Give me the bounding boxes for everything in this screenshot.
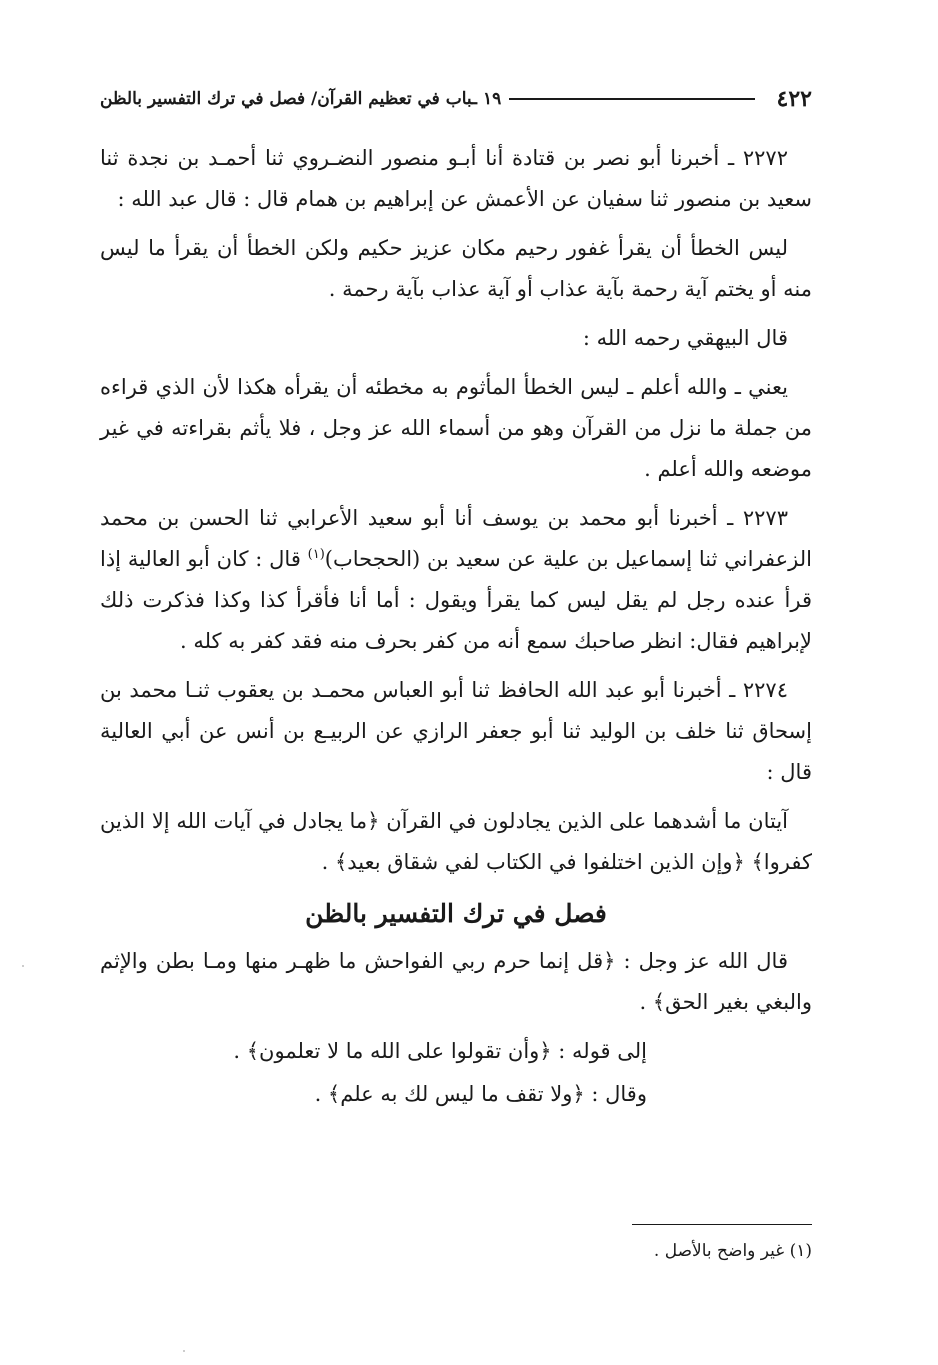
running-title: ١٩ ـباب في تعظيم القرآن/ فصل في ترك التفسير بالظن <box>100 89 502 109</box>
footnote-separator <box>632 1224 812 1225</box>
running-header <box>100 82 812 116</box>
header-rule <box>509 98 754 100</box>
section-title: فصل في ترك التفسير بالظن <box>305 899 607 928</box>
quran-quote-2: إلى قوله : ﴿وأن تقولوا على الله ما لا تعلمون﴾ . <box>233 1039 647 1063</box>
hadith-2273-part2: قال : كان أبو العالية إذا قرأ عنده رجل لم يقل ليس كما يقرأ ويقول : أما أنا فأقرأ كذا وكذا فذكرت ذلك لإبراهيم فقال: انظر صاحبك سمع أنه من كفر بحرف منه فقد كفر به كله . <box>100 547 812 653</box>
hadith-2274: ٢٢٧٤ ـ أخبرنا أبو عبد الله الحافظ ثنا أبو العباس محمـد بن يعقوب ثنـا محمد بن إسحاق ثنا خلف بن الوليد ثنا أبو جعفر الرازي عن الربيـع بن أنس عن أبي العالية قال : <box>100 678 812 784</box>
quran-quote-3: وقال : ﴿ولا تقف ما ليس لك به علم﴾ . <box>314 1082 647 1106</box>
footnote: (١) غير واضح بالأصل . <box>653 1241 812 1261</box>
hadith-2274-text: آيتان ما أشدهما على الذين يجادلون في القرآن ﴿ما يجادل في آيات الله إلا الذين كفروا﴾ ﴿وإن الذين اختلفوا في الكتاب لفي شقاق بعيد﴾ . <box>100 809 812 874</box>
hadith-2273 <box>100 498 812 662</box>
scan-speck <box>22 965 24 967</box>
footnote-ref: (١) <box>307 547 325 562</box>
hadith-2272: ٢٢٧٢ ـ أخبرنا أبو نصر بن قتادة أنا أبـو منصور النضـروي ثنا أحمـد بن نجدة ثنا سعيد بن منصور ثنا سفيان عن الأعمش عن إبراهيم بن همام قال : قال عبد الله : <box>100 146 812 211</box>
page-body <box>100 138 812 1117</box>
quran-quote-1: قال الله عز وجل : ﴿قل إنما حرم ربي الفواحش ما ظهـر منها ومـا بطن والإثم والبغي بغير الحق﴾ . <box>100 949 812 1014</box>
page-number: ٤٢٢ <box>776 86 812 112</box>
bayhaqi-commentary: يعني ـ والله أعلم ـ ليس الخطأ المأثوم به مخطئه أن يقرأه هكذا لأن الذي قراءه من جملة ما نزل من القرآن وهو من أسماء الله عز وجل ، فلا يأثم بقراءته في غير موضعه والله أعلم . <box>100 375 812 481</box>
bayhaqi-intro: قال البيهقي رحمه الله : <box>582 326 788 350</box>
hadith-2272-text: ليس الخطأ أن يقرأ غفور رحيم مكان عزيز حكيم ولكن الخطأ أن يقرأ ما ليس منه أو يختم آية رحمة بآية عذاب أو آية عذاب بآية رحمة . <box>100 236 812 301</box>
hadith-2273-part1: ٢٢٧٣ ـ أخبرنا أبو محمد بن يوسف أنا أبو سعيد الأعرابي ثنا الحسن بن محمد الزعفراني ثنا إسماعيل بن علية عن سعيد بن (الحجحاب) <box>100 506 812 571</box>
scan-speck <box>183 1350 185 1352</box>
